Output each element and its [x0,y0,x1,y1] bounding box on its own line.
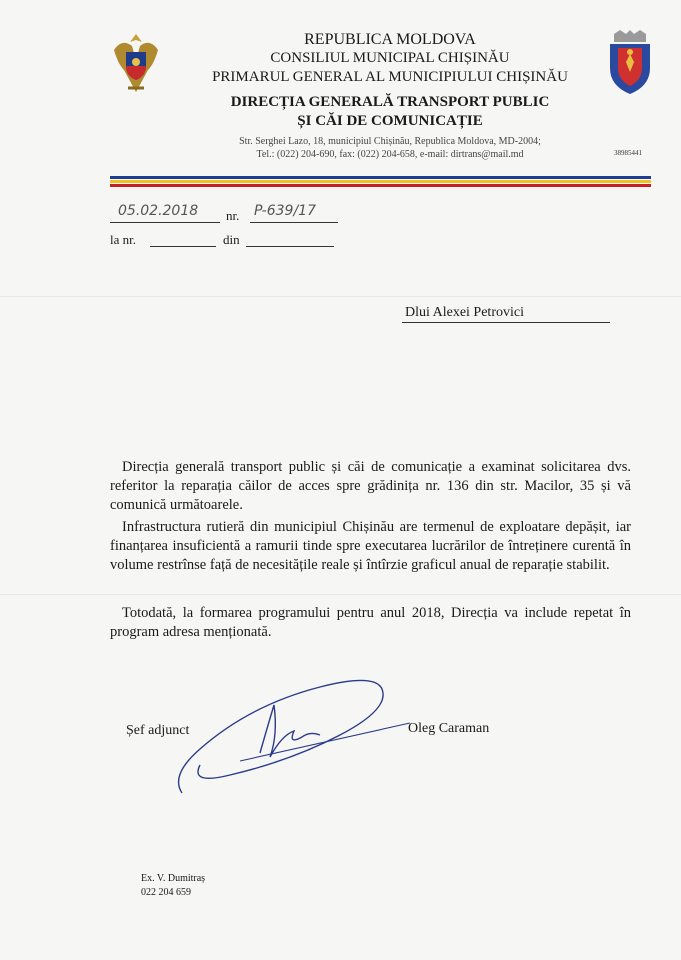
header-country: REPUBLICA MOLDOVA [304,31,476,48]
flag-band-red [110,184,651,187]
din-underline [246,246,334,247]
number-underline [250,222,338,223]
body-paragraph-2: Infrastructura rutieră din municipiul Chișinău are termenul de exploatare depășit, iar finanțarea insuficientă a ramurii tinde spre executarea lucrărilor de întreținere curentă în volume restrînse față de necesitățile reale și întîrzie graficul anual de reparație stabilit. [110,519,631,573]
header-council: CONSILIUL MUNICIPAL CHIȘINĂU [270,50,510,66]
paper-fold [0,296,681,297]
handwritten-signature [170,665,415,805]
header-mayor: PRIMARUL GENERAL AL MUNICIPIULUI CHIȘINĂU [212,69,568,85]
signatory-name: Oleg Caraman [408,721,490,736]
paper-fold [0,594,681,595]
executor-info [141,872,205,900]
din-label: din [223,232,240,247]
header-contacts: Tel.: (022) 204-690, fax: (022) 204-658, e-mail: dirtrans@mail.md [256,149,524,160]
executor-name: Ex. V. Dumitraș [141,873,206,884]
la-nr-underline [150,246,216,247]
chisinau-coat-of-arms-icon [606,28,654,96]
body-paragraph-1: Direcția generală transport public și căi de comunicație a examinat solicitarea dvs. referitor la reparația căilor de acces spre grădinița nr. 136 din str. Macilor, 35 și vă comunică următoarele. [110,459,631,513]
header-directorate: DIRECȚIA GENERALĂ TRANSPORT PUBLIC [230,94,550,110]
la-nr-label: la nr. [110,232,136,247]
recipient: Dlui Alexei Petrovici [405,305,524,320]
flag-band-blue [110,176,651,179]
header-directorate-cont: ȘI CĂI DE COMUNICAȚIE [297,113,483,129]
document-code: 38985441 [614,149,642,157]
handwritten-number: P-639/17 [254,203,316,219]
handwritten-date: 05.02.2018 [118,203,199,219]
flag-band-yellow [110,180,651,183]
body-paragraph-3: Totodată, la formarea programului pentru anul 2018, Direcția va include repetat în program adresa menționată. [110,605,631,640]
nr-label: nr. [226,208,240,223]
recipient-underline [402,322,610,323]
header-address: Str. Serghei Lazo, 18, municipiul Chișinău, Republica Moldova, MD-2004; [239,136,541,147]
signatory-role: Șef adjunct [126,723,190,738]
executor-phone: 022 204 659 [141,887,191,898]
moldova-coat-of-arms-icon [108,30,164,98]
date-underline [110,222,220,223]
